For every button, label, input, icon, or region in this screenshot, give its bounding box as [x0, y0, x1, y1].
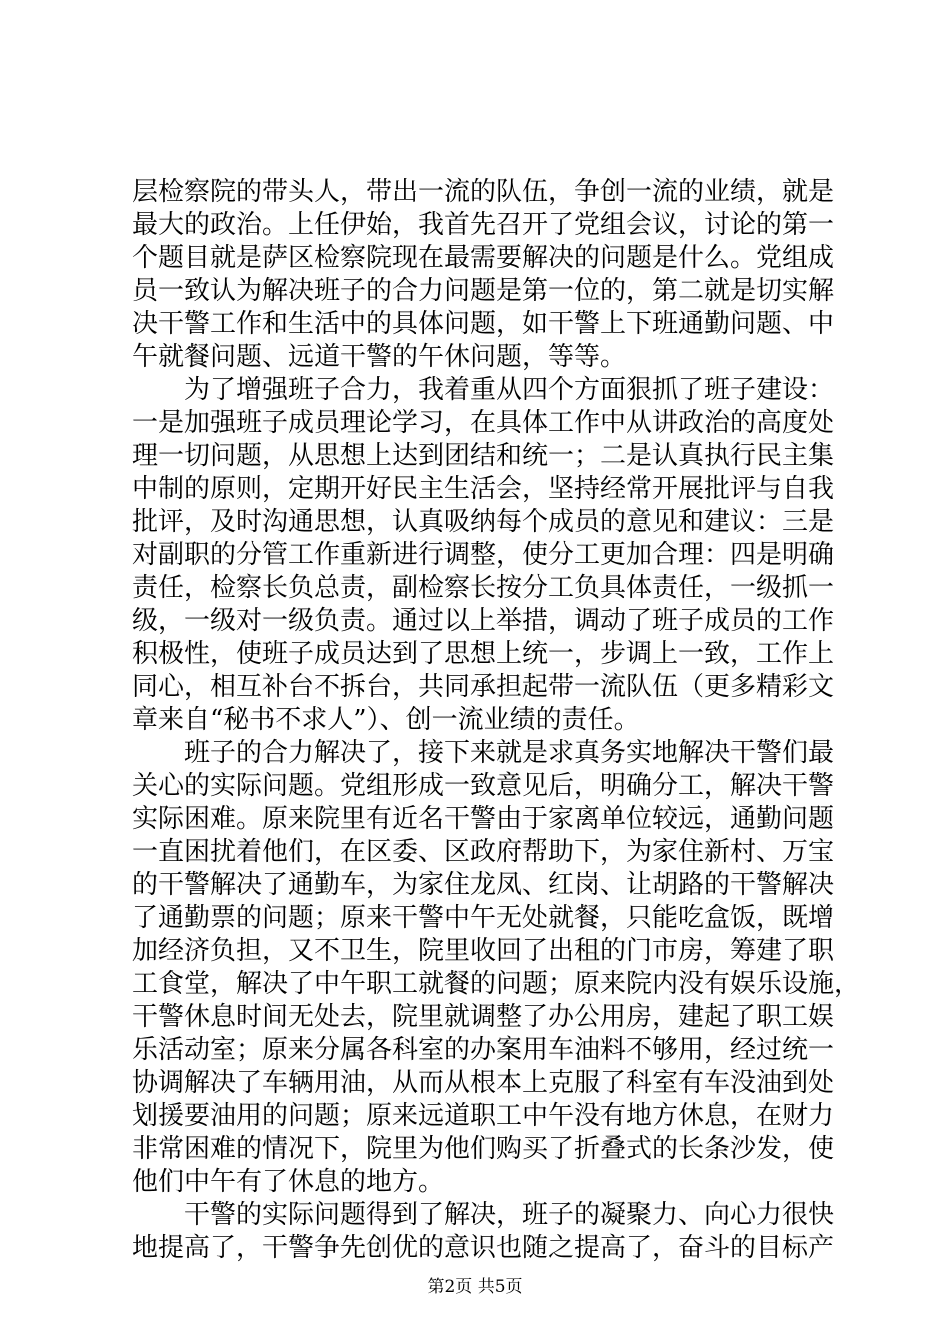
text-line: 干警的实际问题得到了解决，班子的凝聚力、向心力很快: [184, 1200, 835, 1230]
text-line: 层检察院的带头人，带出一流的队伍，争创一流的业绩，就是: [132, 177, 835, 207]
text-line: 工食堂，解决了中午职工就餐的问题；原来院内没有娱乐设施，: [132, 969, 861, 999]
text-line: 决干警工作和生活中的具体问题，如干警上下班通勤问题、中: [132, 309, 835, 339]
text-line: 员一致认为解决班子的合力问题是第一位的，第二就是切实解: [132, 276, 835, 306]
text-line: 章来自“秘书不求人”）、创一流业绩的责任。: [132, 705, 640, 735]
document-body: [132, 176, 861, 1265]
text-line: 划援要油用的问题；原来远道职工中午没有地方休息，在财力: [132, 1101, 835, 1131]
text-line: 积极性，使班子成员达到了思想上统一，步调上一致，工作上: [132, 639, 835, 669]
text-line: 协调解决了车辆用油，从而从根本上克服了科室有车没油到处: [132, 1068, 835, 1098]
text-line: 乐活动室；原来分属各科室的办案用车油料不够用，经过统一: [132, 1035, 835, 1065]
page-footer: 第2页 共5页: [427, 1277, 523, 1297]
text-line: 的干警解决了通勤车，为家住龙凤、红岗、让胡路的干警解决: [132, 870, 835, 900]
text-line: 地提高了，干警争先创优的意识也随之提高了，奋斗的目标产: [132, 1233, 835, 1263]
text-line: 了通勤票的问题；原来干警中午无处就餐，只能吃盒饭，既增: [132, 903, 835, 933]
text-line: 一直困扰着他们，在区委、区政府帮助下，为家住新村、万宝: [132, 837, 835, 867]
text-line: 级，一级对一级负责。通过以上举措，调动了班子成员的工作: [132, 606, 835, 636]
text-line: 中制的原则，定期开好民主生活会，坚持经常开展批评与自我: [132, 474, 835, 504]
text-line: 干警休息时间无处去，院里就调整了办公用房，建起了职工娱: [132, 1002, 835, 1032]
text-line: 最大的政治。上任伊始，我首先召开了党组会议，讨论的第一: [132, 210, 835, 240]
text-line: 关心的实际问题。党组形成一致意见后，明确分工，解决干警: [132, 771, 835, 801]
text-line: 非常困难的情况下，院里为他们购买了折叠式的长条沙发，使: [132, 1134, 835, 1164]
text-line: 责任，检察长负总责，副检察长按分工负具体责任，一级抓一: [132, 573, 835, 603]
text-line: 批评，及时沟通思想，认真吸纳每个成员的意见和建议：三是: [132, 507, 835, 537]
text-line: 他们中午有了休息的地方。: [132, 1167, 445, 1197]
text-line: 对副职的分管工作重新进行调整，使分工更加合理：四是明确: [132, 540, 835, 570]
text-line: 一是加强班子成员理论学习，在具体工作中从讲政治的高度处: [132, 408, 835, 438]
text-line: 个题目就是萨区检察院现在最需要解决的问题是什么。党组成: [132, 243, 835, 273]
text-line: 午就餐问题、远道干警的午休问题，等等。: [132, 342, 627, 372]
text-line: 为了增强班子合力，我着重从四个方面狠抓了班子建设：: [184, 375, 835, 405]
text-line: 实际困难。原来院里有近名干警由于家离单位较远，通勤问题: [132, 804, 835, 834]
text-line: 同心，相互补台不拆台，共同承担起带一流队伍（更多精彩文: [132, 672, 835, 702]
text-line: 理一切问题，从思想上达到团结和统一；二是认真执行民主集: [132, 441, 835, 471]
text-line: 班子的合力解决了，接下来就是求真务实地解决干警们最: [184, 738, 835, 768]
text-line: 加经济负担，又不卫生，院里收回了出租的门市房，筹建了职: [132, 936, 835, 966]
